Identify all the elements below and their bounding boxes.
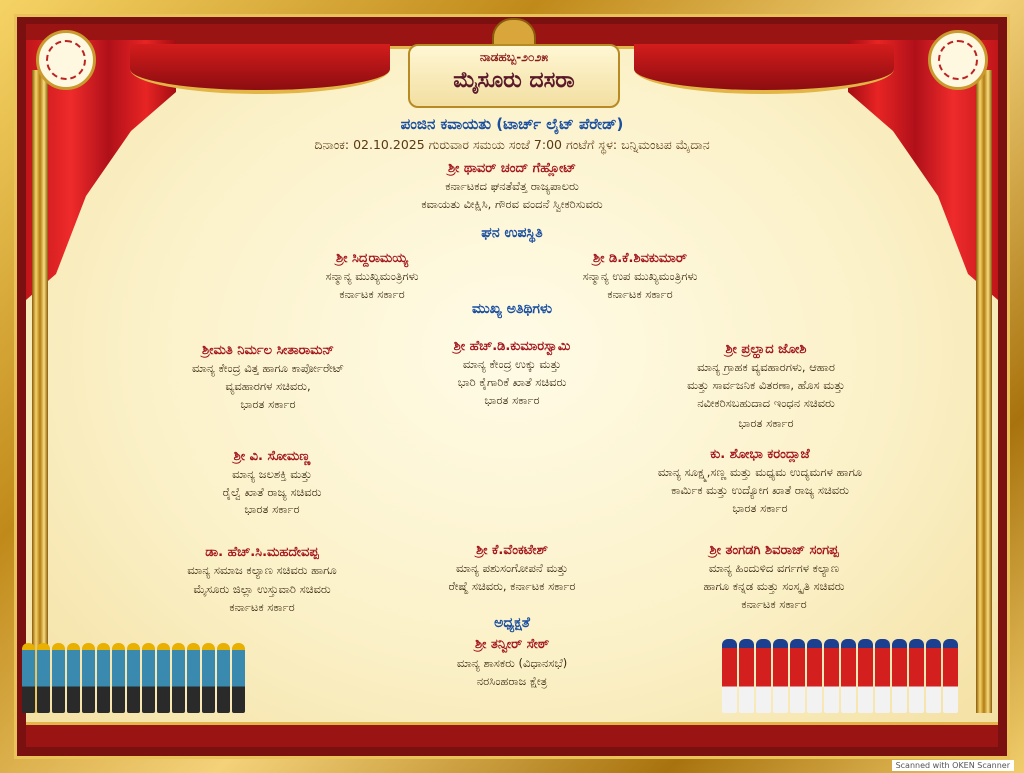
guest-role: ಮಾನ್ಯ ಪಶುಸಂಗೋಪನೆ ಮತ್ತು [455, 561, 569, 575]
festival-title: ಮೈಸೂರು ದಸರಾ [453, 67, 575, 93]
band-musicians-illustration [722, 617, 984, 713]
band-musician-figure [841, 639, 856, 713]
festival-year: ನಾಡಹಬ್ಬ-೨೦೨೫ [479, 50, 549, 64]
guest-role: ಮಾನ್ಯ ಸಮಾಜ ಕಲ್ಯಾಣ ಸಚಿವರು ಹಾಗೂ [187, 563, 337, 577]
guest-name: ಶ್ರೀ ಡಿ.ಕೆ.ಶಿವಕುಮಾರ್ [593, 251, 687, 266]
guest-role: ಕರ್ನಾಟಕ ಸರ್ಕಾರ [339, 287, 405, 301]
guest-role: ಭಾರಿ ಕೈಗಾರಿಕೆ ಖಾತೆ ಸಚಿವರು [457, 375, 567, 389]
torch-bearer-figure [67, 643, 80, 713]
guest-name: ಶ್ರೀ ತಂಗಡಗಿ ಶಿವರಾಜ್ ಸಂಗಪ್ಪ [709, 543, 839, 558]
governor-name: ಶ್ರೀ ಥಾವರ್ ಚಂದ್ ಗೆಹ್ಲೋಟ್ [447, 161, 577, 176]
guest-name: ಶ್ರೀ ಸಿದ್ದರಾಮಯ್ಯ [336, 251, 408, 266]
torch-bearer-figure [142, 643, 155, 713]
chief-guests-heading: ಮುಖ್ಯ ಅತಿಥಿಗಳು [471, 301, 553, 317]
guest-role: ರೇಷ್ಮೆ ಸಚಿವರು, ಕರ್ನಾಟಕ ಸರ್ಕಾರ [448, 579, 576, 593]
torch-bearer-figure [157, 643, 170, 713]
guest-role: ಭಾರತ ಸರ್ಕಾರ [738, 416, 794, 430]
guest-name: ಕು. ಶೋಭಾ ಕರಂದ್ಲಾಜೆ [710, 447, 810, 462]
governor-role: ಕರ್ನಾಟಕದ ಘನತೆವೆತ್ತ ರಾಜ್ಯಪಾಲರು [445, 179, 579, 193]
band-musician-figure [807, 639, 822, 713]
band-musician-figure [790, 639, 805, 713]
torch-bearer-figure [232, 643, 245, 713]
guest-role: ಕರ್ನಾಟಕ ಸರ್ಕಾರ [741, 597, 807, 611]
guest-name: ಶ್ರೀಮತಿ ನಿರ್ಮಲ ಸೀತಾರಾಮನ್ [202, 343, 334, 358]
torch-bearer-figure [82, 643, 95, 713]
guest-role: ಮಾನ್ಯ ಸೂಕ್ಷ್ಮ,ಸಣ್ಣ ಮತ್ತು ಮಧ್ಯಮ ಉದ್ಯಮಗಳ ಹಾಗೂ [657, 465, 863, 479]
guest-role: ಮತ್ತು ಸಾರ್ವಜನಿಕ ವಿತರಣಾ, ಹೊಸ ಮತ್ತು [687, 378, 845, 392]
band-musician-figure [739, 639, 754, 713]
guest-role: ಮಾನ್ಯ ಗ್ರಾಹಕ ವ್ಯವಹಾರಗಳು, ಆಹಾರ [697, 360, 835, 374]
guest-role: ಮಾನ್ಯ ಜಲಶಕ್ತಿ ಮತ್ತು [232, 467, 312, 481]
torch-bearer-figure [112, 643, 125, 713]
scanner-watermark: Scanned with OKEN Scanner [892, 760, 1014, 771]
guest-role: ನವೀಕರಿಸಬಹುದಾದ ಇಂಧನ ಸಚಿವರು [697, 396, 835, 410]
guest-role: ಭಾರತ ಸರ್ಕಾರ [244, 502, 300, 516]
guest-name: ಶ್ರೀ ವಿ. ಸೋಮಣ್ಣ [233, 449, 311, 464]
band-musician-figure [909, 639, 924, 713]
guest-role: ಮೈಸೂರು ಜಿಲ್ಲಾ ಉಸ್ತುವಾರಿ ಸಚಿವರು [193, 582, 331, 596]
presiding-heading: ಅಧ್ಯಕ್ಷತೆ [494, 615, 530, 631]
guest-role: ಕಾರ್ಮಿಕ ಮತ್ತು ಉದ್ಯೋಗ ಖಾತೆ ರಾಜ್ಯ ಸಚಿವರು [671, 483, 849, 497]
guest-role: ಮಾನ್ಯ ಕೇಂದ್ರ ಉಕ್ಕು ಮತ್ತು [462, 357, 562, 371]
band-musician-figure [875, 639, 890, 713]
band-musician-figure [892, 639, 907, 713]
presiding-role: ಮಾನ್ಯ ಶಾಸಕರು (ವಿಧಾನಸಭೆ) [456, 656, 568, 670]
guest-role: ಸನ್ಮಾನ್ಯ ಉಪ ಮುಖ್ಯಮಂತ್ರಿಗಳು [582, 269, 698, 283]
torch-bearer-figure [202, 643, 215, 713]
band-musician-figure [722, 639, 737, 713]
band-musician-figure [773, 639, 788, 713]
guest-name: ಶ್ರೀ ಪ್ರಲ್ಹಾದ ಜೋಶಿ [725, 342, 807, 357]
band-musician-figure [824, 639, 839, 713]
guest-name: ಡಾ. ಹೆಚ್.ಸಿ.ಮಹದೇವಪ್ಪ [205, 545, 319, 560]
guest-role: ಕರ್ನಾಟಕ ಸರ್ಕಾರ [229, 600, 295, 614]
event-title: ಪಂಜಿನ ಕವಾಯತು (ಟಾರ್ಚ್ ಲೈಟ್ ಪೆರೇಡ್) [400, 115, 624, 133]
guest-role: ಭಾರತ ಸರ್ಕಾರ [484, 393, 540, 407]
presence-heading: ಘನ ಉಪಸ್ಥಿತಿ [481, 225, 543, 241]
guest-role: ಕರ್ನಾಟಕ ಸರ್ಕಾರ [607, 287, 673, 301]
presiding-role: ನರಸಿಂಹರಾಜ ಕ್ಷೇತ್ರ [476, 674, 548, 688]
torch-bearers-illustration [22, 617, 258, 713]
guest-name: ಶ್ರೀ ಕೆ.ವೆಂಕಟೇಶ್ [476, 543, 548, 558]
guest-role: ಮಾನ್ಯ ಹಿಂದುಳಿದ ವರ್ಗಗಳ ಕಲ್ಯಾಣ [708, 561, 840, 575]
event-dateline: ದಿನಾಂಕ: 02.10.2025 ಗುರುವಾರ ಸಮಯ ಸಂಜೆ 7:00 ಗಂಟೆಗೆ ಸ್ಥಳ: ಬನ್ನಿಮಂಟಪ ಮೈದಾನ [314, 137, 710, 152]
torch-bearer-figure [37, 643, 50, 713]
governor-duty: ಕವಾಯತು ವೀಕ್ಷಿಸಿ, ಗೌರವ ವಂದನೆ ಸ್ವೀಕರಿಸುವರು [421, 197, 603, 211]
guest-role: ಭಾರತ ಸರ್ಕಾರ [732, 501, 788, 515]
guest-role: ವ್ಯವಹಾರಗಳ ಸಚಿವರು, [225, 379, 311, 393]
torch-bearer-figure [97, 643, 110, 713]
band-musician-figure [858, 639, 873, 713]
torch-bearer-figure [187, 643, 200, 713]
guest-role: ಸನ್ಮಾನ್ಯ ಮುಖ್ಯಮಂತ್ರಿಗಳು [325, 269, 419, 283]
torch-bearer-figure [52, 643, 65, 713]
presiding-name: ಶ್ರೀ ತನ್ವೀರ್ ಸೇಠ್ [474, 637, 550, 652]
guest-role: ಹಾಗೂ ಕನ್ನಡ ಮತ್ತು ಸಂಸ್ಕೃತಿ ಸಚಿವರು [703, 579, 845, 593]
band-musician-figure [943, 639, 958, 713]
guest-name: ಶ್ರೀ ಹೆಚ್.ಡಿ.ಕುಮಾರಸ್ವಾಮಿ [453, 339, 571, 354]
torch-bearer-figure [22, 643, 35, 713]
band-musician-figure [926, 639, 941, 713]
guest-role: ಮಾನ್ಯ ಕೇಂದ್ರ ವಿತ್ತ ಹಾಗೂ ಕಾರ್ಪೋರೇಟ್ [191, 361, 345, 375]
torch-bearer-figure [172, 643, 185, 713]
torch-bearer-figure [217, 643, 230, 713]
torch-bearer-figure [127, 643, 140, 713]
guest-role: ರೈಲ್ವೆ ಖಾತೆ ರಾಜ್ಯ ಸಚಿವರು [222, 485, 322, 499]
guest-role: ಭಾರತ ಸರ್ಕಾರ [240, 397, 296, 411]
band-musician-figure [756, 639, 771, 713]
